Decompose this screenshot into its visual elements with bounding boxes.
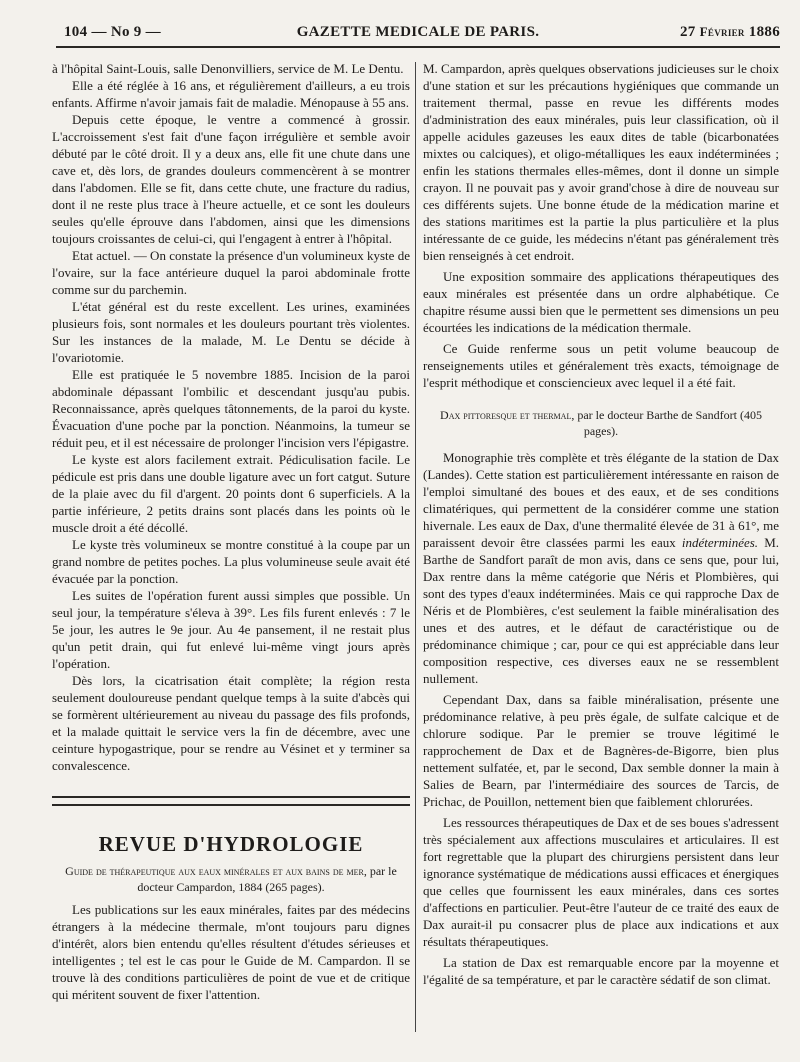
paragraph: à l'hôpital Saint-Louis, salle Denonvilliers, service de M. Le Dentu. (52, 61, 404, 76)
book-reference (423, 407, 779, 439)
column-divider (415, 62, 416, 1032)
book-title: Guide de thérapeutique aux eaux minérales et aux bains de mer, (65, 864, 367, 878)
paragraph: Le kyste est alors facilement extrait. Pédiculisation facile. Le pédicule est pris dans une double ligature avec un fort catgut. Suture de la plaie avec du fil d'argent. 20 points dont 6 superficiels. A la partie inférieure, 2 petits drains sont placés dans les points où le muscle droit a été décollé. (52, 452, 410, 535)
right-column (423, 60, 779, 988)
date-year: 1886 (748, 24, 780, 40)
issue-number: No 9 (110, 24, 142, 40)
paragraph: Cependant Dax, dans sa faible minéralisation, présente une prédominance relative, à peu près égale, de sulfate calcique et de chlorure sodique. Par le premier se trouve légitimé le rapprochement de Dax et de Bagnères-de-Bigorre, bien plus nettement sulfatée, et, par le second, Dax semble donner la main à Salies de Bearn, par l'intermédiaire des sources de Tarcis, de Prichac, de Pouillon, nettement bien que faiblement chlorurées. (423, 692, 779, 809)
paragraph: Les suites de l'opération furent aussi simples que possible. Un seul jour, la température s'éleva à 39°. Les fils furent enlevés : 7 le 5e jour, les autres le 9e jour. Au 4e pansement, il ne restait plus qu'un petit drain, qui fut enlevé lui-même vingt jours après l'opération. (52, 588, 410, 671)
paragraph: Dès lors, la cicatrisation était complète; la région resta seulement douloureuse pendant quelque temps à la suite d'abcès qui se formèrent ultérieurement au niveau du passage des fils profonds, et la malade quittait le service vers la fin de décembre, avec une ceinture hypogastrique, pour se rendre au Vésinet et y terminer sa convalescence. (52, 673, 410, 773)
paragraph: Le kyste très volumineux se montre constitué à la coupe par un grand nombre de petites poches. La plus volumineuse seule avait été évacuée par la ponction. (52, 537, 410, 586)
issue-date (680, 24, 780, 41)
page-number: 104 (64, 24, 88, 40)
page-number-issue: 104 — No 9 — (64, 24, 161, 40)
book-author: par le docteur Campardon, 1884 (265 pages). (137, 864, 397, 894)
paragraph: Une exposition sommaire des applications thérapeutiques des eaux minérales est présentée dans un ordre alphabétique. Ce chapitre résume aussi bien que le permettent ses dimensions un peu écourtées les indications de la médication thermale. (423, 269, 779, 335)
paragraph (423, 449, 779, 687)
paragraph: Elle est pratiquée le 5 novembre 1885. Incision de la paroi abdominale dépassant l'ombilic et descendant jusqu'au pubis. Reconnaissance, après quelques tâtonnements, de la paroi du kyste. Évacuation d'une poche par la ponction. Néanmoins, la tumeur se réduit peu, et il est nécessaire de prolonger l'incision vers l'épigastre. (52, 367, 410, 450)
paragraph: M. Campardon, après quelques observations judicieuses sur le choix d'une station et sur les précautions hygiéniques que commande un traitement thermal, passe en revue les différents modes d'administration des eaux minérales, puis leur classification, où il appelle acidules gazeuses les eaux dites de table (bicarbonatées mixtes ou calciques), et oligo-métalliques les eaux indéterminées ; enfin les stations thermales elles-mêmes, dont il donne un simple crayon. Il ne pouvait pas y avoir grand'chose à dire de nouveau sur ces différents sujets. Une bonne étude de la médication marine et des stations maritimes est la partie la plus particulière et la plus intéressante de ce guide, les médecins n'étant pas généralement très bien renseignés à cet endroit. (423, 61, 779, 263)
book-author: par le docteur Barthe de Sandfort (405 pages). (577, 408, 762, 438)
paragraph: Les ressources thérapeutiques de Dax et de ses boues s'adressent très spécialement aux affections musculaires et articulaires. Il est fort regrettable que la plupart des chirurgiens persistent dans leur ignorance systématique de médications aussi efficaces et énergiques que celles que fournissent les eaux minérales, dans ces sortes d'affections en particulier. Peut-être l'auteur de ce traité des eaux de Dax aurait-il pu consacrer plus de place aux indications et aux résultats thérapeutiques. (423, 815, 779, 949)
section-title: REVUE D'HYDROLOGIE (98, 832, 364, 856)
paragraph: Elle a été réglée à 16 ans, et régulièrement d'ailleurs, a eu trois enfants. Affirme n'avoir jamais fait de maladie. Ménopause à 55 ans. (52, 78, 410, 110)
page-header (56, 20, 780, 48)
paragraph: Les publications sur les eaux minérales, faites par des médecins étrangers à la médecine thermale, m'ont toujours paru dignes d'intérêt, alors bien entendu qu'elles résultent d'études sérieuses et intelligentes ; tel est le cas pour le Guide de M. Campardon. Il se trouve là des conditions particulières de point de vue et de critique qui méritent souvent de fixer l'attention. (52, 902, 410, 1002)
paragraph: L'état général est du reste excellent. Les urines, examinées plusieurs fois, sont normales et les douleurs pourtant très violentes. Sur les instances de la malade, M. Le Dentu se décide à l'ovariotomie. (52, 299, 410, 365)
left-column (52, 60, 410, 1003)
date-month: Février (699, 24, 745, 39)
book-reference (52, 863, 410, 895)
journal-title: GAZETTE MEDICALE DE PARIS. (296, 24, 540, 40)
paragraph-text: Monographie très complète et très élégante de la station de Dax (Landes). Cette station est particulièrement intéressante en raison de l'emploi simultané des boues et des eaux, et de ses conditions climatériques, qui permettent de la considérer comme une station hivernale. Les eaux de Dax, d'une thermalité élevée de 31 à 61°, me paraissent devoir être classées parmi les eaux (423, 450, 779, 550)
paragraph: Etat actuel. — On constate la présence d'un volumineux kyste de l'ovaire, sur la face antérieure duquel la paroi abdominale frotte comme sur du parchemin. (52, 248, 410, 297)
book-title: Dax pittoresque et thermal, (440, 408, 575, 422)
paragraph: Ce Guide renferme sous un petit volume beaucoup de renseignements utiles et généralement très exacts, témoignage de l'esprit méthodique et consciencieux avec lequel il a été fait. (423, 341, 779, 390)
section-separator (52, 796, 410, 806)
date-day: 27 (680, 24, 696, 40)
paragraph: La station de Dax est remarquable encore par la moyenne et l'égalité de sa température, et par le caractère sédatif de son climat. (423, 955, 779, 987)
paragraph-text: M. Barthe de Sandfort paraît de mon avis, dans ce sens que, pour lui, Dax rentre dans la même catégorie que Néris et Plombières, qui sont des types d'eaux indéterminées. Mais ce qui rapproche Dax de Néris et de Plombières, c'est seulement la faible minéralisation des unes et des autres, et le défaut de caractéristique ou de prédominance chimique ; car, pour ce qui est appréciable dans leur composition respective, ces diverses eaux ne se ressemblent nullement. (423, 535, 780, 686)
paragraph: Depuis cette époque, le ventre a commencé à grossir. L'accroissement s'est fait d'une façon irrégulière et semble avoir débuté par le côté droit. Il y a deux ans, elle fit une chute dans une cave et, dès lors, de grandes douleurs commencèrent à se montrer dans l'abdomen. Elle se fit, dans cette chute, une fracture du radius, dont il ne reste plus trace à l'heure actuelle, et ce sont les douleurs seules qu'elle éprouve dans l'abdomen, ainsi que les dimensions toujours croissantes de celui-ci, qui l'engagent à entrer à l'hôpital. (52, 112, 410, 246)
emphasis: indéterminées. (681, 535, 759, 550)
